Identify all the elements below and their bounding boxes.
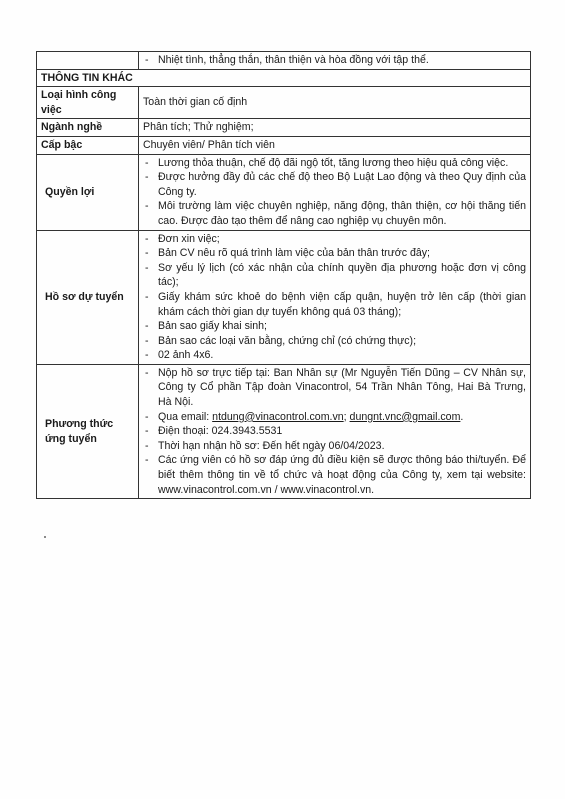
table-row [37,119,531,137]
benefits-label: Quyền lợi [45,185,95,198]
row-label: Ngành nghề [37,119,139,137]
row-label [37,364,139,498]
row-label [37,154,139,230]
documents-list [143,232,526,363]
list-item: - Điện thoại: 024.3943.5531 [143,424,526,439]
row-value: Phân tích; Thử nghiệm; [139,119,531,137]
list-item: - Bản CV nêu rõ quá trình làm việc của bản thân trước đây; [143,246,526,261]
table-row [37,154,531,230]
list-item: - 02 ảnh 4x6. [143,348,526,363]
row-label: Loại hình công việc [37,87,139,119]
list-item: - Thời hạn nhận hồ sơ: Đến hết ngày 06/04/2023. [143,439,526,454]
list-item: - Nhiệt tình, thẳng thắn, thân thiện và hòa đồng với tập thể. [143,53,526,68]
section-header-row [37,69,531,87]
list-item: - Môi trường làm việc chuyên nghiệp, năng động, thân thiện, cơ hội thăng tiến cao. Được đào tạo thêm để nâng cao nghiệp vụ chuyên môn. [143,199,526,228]
table-row [37,364,531,498]
table-row [37,136,531,154]
list-item: - Được hưởng đầy đủ các chế độ theo Bộ Luật Lao động và theo Quy định của Công ty. [143,170,526,199]
list-item: - Các ứng viên có hồ sơ đáp ứng đủ điều kiện sẽ được thông báo thi/tuyển. Để biết thêm thông tin về tổ chức và hoạt động của Công ty, xem tại website: www.vinacontrol.com.vn / www.vinacontrol.vn. [143,453,526,497]
value-cell [139,52,531,70]
list-item [143,410,526,425]
list-item: - Giấy khám sức khoẻ do bệnh viện cấp quận, huyện trở lên cấp (thời gian khám cách thời gian dự tuyển không quá 03 tháng); [143,290,526,319]
list-item: - Nộp hồ sơ trực tiếp tại: Ban Nhân sự (Mr Nguyễn Tiến Dũng – CV Nhân sự, Công ty Cổ phần Tập đoàn Vinacontrol, 54 Trần Nhân Tông, Hai Bà Trưng, Hà Nội. [143,366,526,410]
list-item: - Bản sao các loại văn bằng, chứng chỉ (có chứng thực); [143,334,526,349]
row-value [139,364,531,498]
list-item: - Lương thỏa thuận, chế độ đãi ngộ tốt, tăng lương theo hiệu quả công việc. [143,156,526,171]
list-item: - Đơn xin việc; [143,232,526,247]
row-value [139,230,531,364]
row-label [37,230,139,364]
documents-label: Hồ sơ dự tuyển [45,290,124,303]
email-suffix: . [460,410,464,423]
table-row [37,87,531,119]
list-item: - Sơ yếu lý lịch (có xác nhận của chính quyền địa phương hoặc đơn vị công tác); [143,261,526,290]
row-value: Toàn thời gian cố định [139,87,531,119]
email-link-2[interactable]: dungnt.vnc@gmail.com [349,410,461,423]
info-table [36,51,531,499]
list-item: - Bản sao giấy khai sinh; [143,319,526,334]
table-row [37,230,531,364]
email-prefix: Qua email: [158,410,213,423]
row-label: Cấp bậc [37,136,139,154]
row-value: Chuyên viên/ Phân tích viên [139,136,531,154]
application-method-label: Phương thức ứng tuyển [45,417,114,445]
section-title: THÔNG TIN KHÁC [37,69,531,87]
stray-mark [44,536,46,538]
email-link-1[interactable]: ntdung@vinacontrol.com.vn [212,410,344,423]
empty-cell [37,52,139,70]
application-method-list [143,366,526,497]
table-row [37,52,531,70]
row-value [139,154,531,230]
benefits-list [143,156,526,229]
email-separator: ; [343,410,350,423]
